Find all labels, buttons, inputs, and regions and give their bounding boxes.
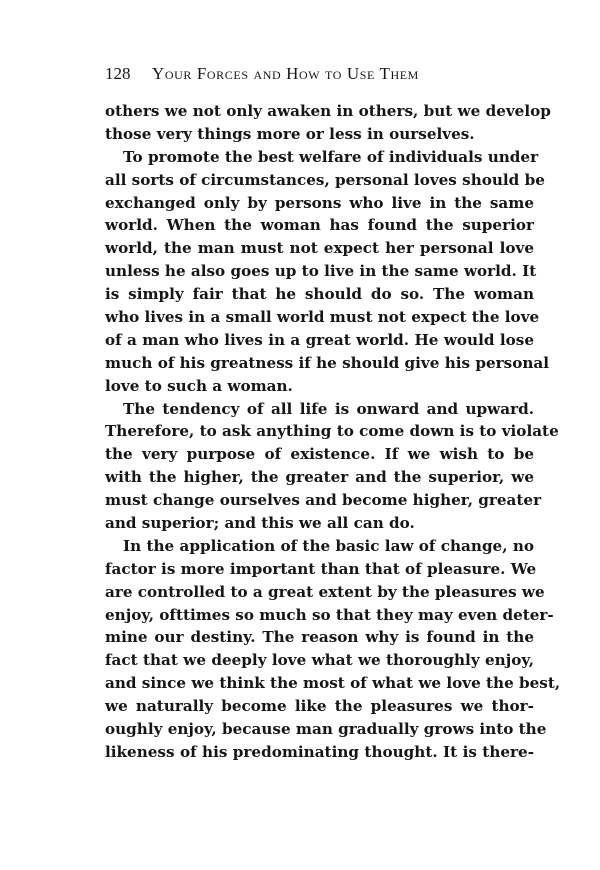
text-line: and superior; and this we all can do.: [105, 514, 415, 533]
running-header: [105, 64, 535, 86]
text-line: world, the man must not expect her personal love: [105, 239, 534, 258]
text-line: mine our destiny. The reason why is found in the: [105, 628, 534, 647]
text-line: likeness of his predominating thought. It is there-: [105, 742, 534, 761]
text-line: with the higher, the greater and the superior, we: [105, 468, 534, 487]
text-line: much of his greatness if he should give his personal: [105, 353, 549, 372]
text-line: unless he also goes up to live in the same world. It: [105, 262, 537, 281]
text-line: others we not only awaken in others, but we develop: [105, 102, 551, 120]
text-line: all sorts of circumstances, personal loves should be: [105, 170, 545, 189]
text-line: In the application of the basic law of change, no: [123, 536, 534, 555]
text-line: are controlled to a great extent by the pleasures we: [105, 582, 545, 601]
text-line: oughly enjoy, because man gradually grows into the: [105, 720, 547, 739]
text-line: is simply fair that he should do so. The woman: [105, 285, 534, 304]
text-line: of a man who lives in a great world. He would lose: [105, 330, 534, 349]
text-line: who lives in a small world must not expect the love: [105, 308, 540, 327]
text-line: we naturally become like the pleasures we thor-: [105, 697, 534, 716]
page-number: 128: [105, 64, 131, 83]
running-title: Your Forces and How to Use Them: [152, 64, 419, 83]
text-line: and since we think the most of what we love the best,: [105, 674, 561, 693]
text-line: enjoy, ofttimes so much so that they may even deter-: [105, 605, 554, 624]
text-line: world. When the woman has found the superior: [105, 216, 534, 235]
text-line: fact that we deeply love what we thoroughly enjoy,: [105, 651, 534, 670]
page-body-text: [105, 100, 561, 764]
text-line: those very things more or less in ourselves.: [105, 124, 475, 143]
text-line: The tendency of all life is onward and upward.: [123, 399, 534, 418]
text-line: love to such a woman.: [105, 376, 293, 395]
text-line: Therefore, to ask anything to come down is to violate: [105, 422, 559, 441]
text-line: exchanged only by persons who live in the same: [105, 193, 534, 212]
text-line: To promote the best welfare of individuals under: [123, 147, 539, 166]
text-line: must change ourselves and become higher, greater: [105, 491, 542, 510]
text-line: factor is more important than that of pleasure. We: [105, 559, 537, 578]
text-line: the very purpose of existence. If we wish to be: [105, 445, 534, 464]
